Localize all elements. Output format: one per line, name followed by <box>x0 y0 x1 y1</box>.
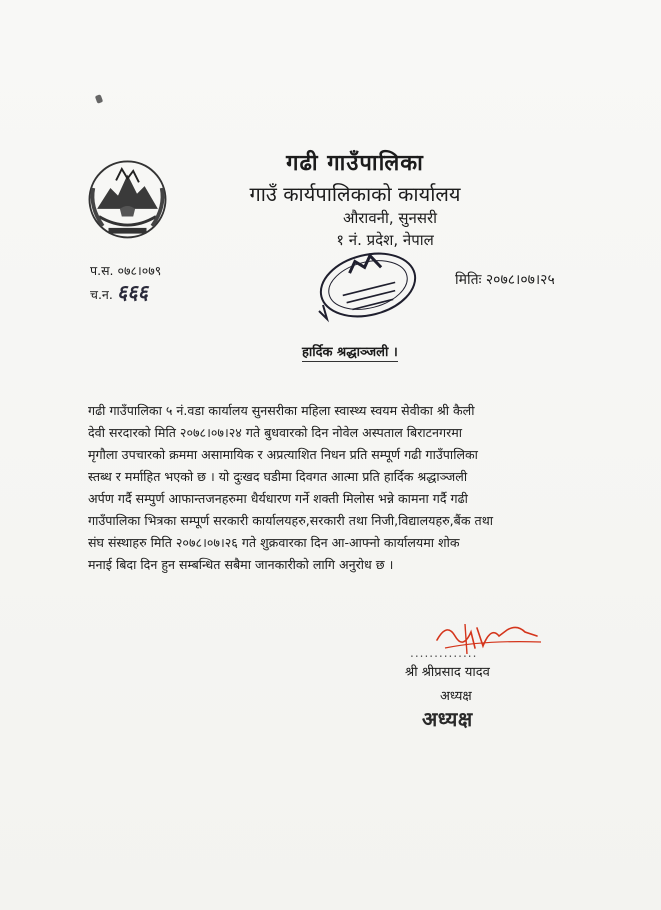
handwritten-signature <box>425 618 545 658</box>
date-value: २०७८।०७।२५ <box>485 272 555 288</box>
ps-value: ०७८।०७९ <box>117 263 162 278</box>
title-rubber-stamp: अध्यक्ष <box>422 707 473 731</box>
body-line: स्तब्ध र मर्माहित भएको छ । यो दुःखद घडीमा दिवगत आत्मा प्रति हार्दिक श्रद्धाञ्जली <box>88 469 468 484</box>
signature-dots: .............. <box>410 646 478 660</box>
body-line: देवी सरदारको मिति २०७८।०७।२४ गते बुधवारको दिन नोवेल अस्पताल बिराटनगरमा <box>88 425 463 440</box>
office-location: औरावनी, सुनसरी <box>342 209 438 227</box>
ink-mark <box>95 94 103 104</box>
reference-cn <box>90 278 148 305</box>
body-line: गढी गाउँपालिका ५ नं.वडा कार्यालय सुनसरीका महिला स्वास्थ्य स्वयम सेवीका श्री कैली <box>88 403 475 418</box>
letter-body <box>88 400 568 576</box>
office-stamp <box>313 245 423 325</box>
signatory-title: अध्यक्ष <box>440 689 472 704</box>
office-name: गाउँ कार्यपालिकाको कार्यालय <box>249 182 461 206</box>
body-line: मनाई बिदा दिन हुन सम्बन्धित सबैमा जानकारीको लागि अनुरोध छ । <box>88 557 394 572</box>
cn-value: ६६६ <box>116 280 149 304</box>
nepal-emblem-icon <box>80 150 175 245</box>
ps-label: प.स. <box>90 263 114 278</box>
body-line: अर्पण गर्दै सम्पुर्ण आफान्तजनहरुमा धैर्यधारण गर्ने शक्ती मिलोस भन्ने कामना गर्दै गढी <box>88 491 468 506</box>
body-line: मृगौला उपचारको क्रममा असामायिक र अप्रत्याशित निधन प्रति सम्पूर्ण गढी गाउँपालिका <box>88 447 478 462</box>
letter-subject: हार्दिक श्रद्धाञ्जली । <box>302 342 398 362</box>
body-line: संघ संस्थाहरु मिति २०७८।०७।२६ गते शुक्रवारका दिन आ-आफ्नो कार्यालयमा शोक <box>88 535 460 550</box>
date-label: मितिः <box>455 272 482 288</box>
letter-date <box>455 270 555 289</box>
org-name: गढी गाउँपालिका <box>286 151 424 176</box>
body-line: गाउँपालिका भित्रका सम्पूर्ण सरकारी कार्यालयहरु,सरकारी तथा निजी,विद्यालयहरु,बैंक तथा <box>88 513 494 528</box>
office-province: १ नं. प्रदेश, नेपाल <box>336 231 434 249</box>
signatory-name: श्री श्रीप्रसाद यादव <box>405 665 490 680</box>
reference-ps <box>90 262 161 279</box>
cn-label: च.न. <box>90 287 113 302</box>
